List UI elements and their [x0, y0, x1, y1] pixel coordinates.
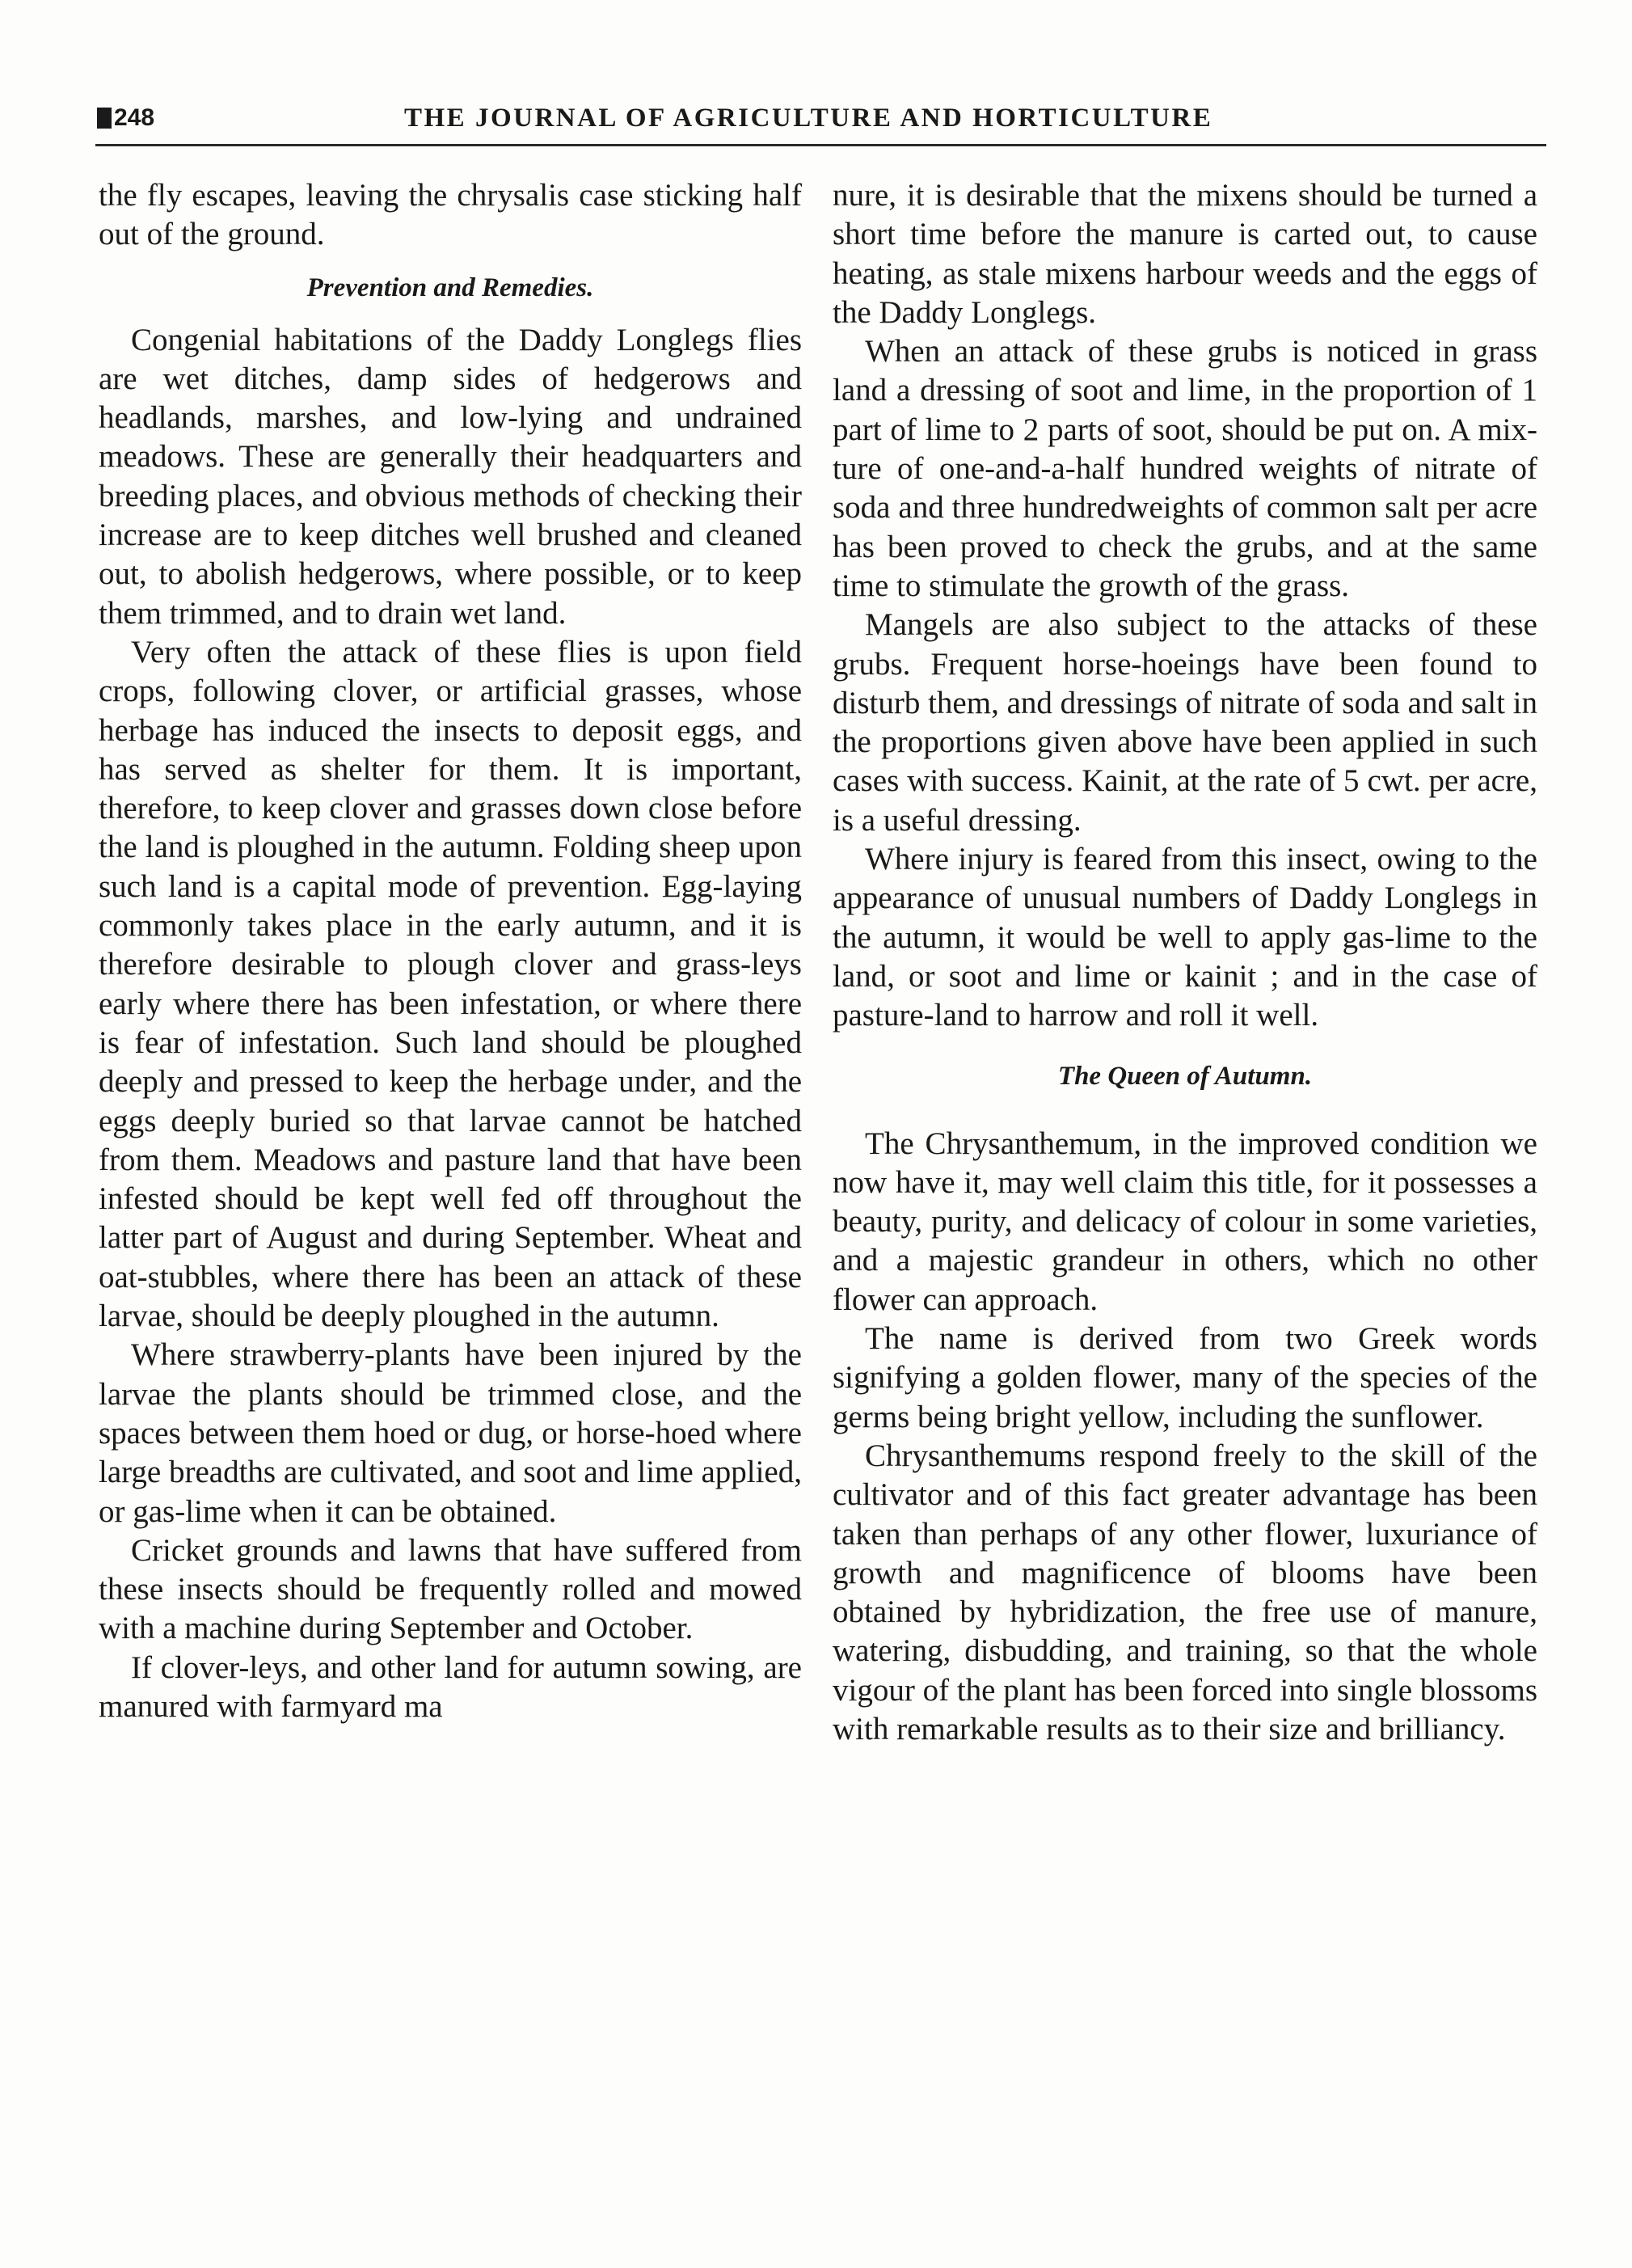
- running-title: THE JOURNAL OF AGRICULTURE AND HORTICULTURE: [404, 103, 1213, 133]
- section-heading-prevention: Prevention and Remedies.: [306, 272, 594, 302]
- continued-paragraph: nure, it is desirable that the mixens should be turned a short time before the manure is carted out, to cause heating, as stale mixens harbour weeds and the eggs of the Daddy Longlegs.: [833, 178, 1537, 330]
- page-header: [97, 102, 1544, 142]
- header-rule: [95, 144, 1546, 146]
- right-column: [833, 176, 1537, 1749]
- left-column: [99, 176, 802, 1726]
- page-number: [97, 102, 154, 134]
- section-heading-queen-of-autumn: The Queen of Autumn.: [1057, 1061, 1313, 1091]
- paragraph: Congenial habitations of the Daddy Longlegs flies are wet ditches, damp sides of hedgerows and headlands, marshes, and low-lying and undrained meadows. These are generally their headquarters and breeding places, and obvious methods of checking their increase are to keep ditches well brushed and cleaned out, to abolish hedgerows, where possible, or to keep them trimmed, and to drain wet land.: [99, 322, 802, 631]
- paragraph: Very often the attack of these flies is upon field crops, following clover, or artificial grasses, whose herbage has induced the insects to deposit eggs, and has served as shelter for them. It is important, therefore, to keep clover and grasses down close before the land is ploughed in the autumn. Folding sheep upon such land is a capital mode of prevention. Egg-laying commonly takes place in the early autumn, and it is therefore desirable to plough clover and grass-leys early where there has been infestation, or where there is fear of infestation. Such land should be ploughed deeply and pressed to keep the herbage under, and the eggs deeply buried so that larvae cannot be hatched from them. Meadows and pasture land that have been infested should be kept well fed off throughout the latter part of August and during September. Wheat and oat-stubbles, where there has been an attack of these larvae, should be deeply ploughed in the autumn.: [99, 634, 802, 1334]
- paragraph: If clover-leys, and other land for autumn sowing, are manured with farmyard ma: [99, 1649, 802, 1724]
- page-number-marker: [97, 108, 112, 129]
- paragraph: The Chrysanthemum, in the improved condition we now have it, may well claim this title, for it possesses a beauty, purity, and delicacy of colour in some varieties, and a majestic grandeur in others, which no other flower can approach.: [833, 1126, 1537, 1317]
- paragraph: Where injury is feared from this insect, owing to the appearance of unusual numbers of Daddy Longlegs in the autumn, it would be well to apply gas-lime to the land, or soot and lime or kainit ; and in the case of pasture-land to harrow and roll it well.: [833, 842, 1537, 1033]
- continued-paragraph: the fly escapes, leaving the chrysalis case sticking half out of the ground.: [99, 178, 802, 252]
- paragraph: Where strawberry-plants have been injured by the larvae the plants should be trimmed close, and the spaces between them hoed or dug, or horse-hoed where large breadths are cultivated, and soot and lime applied, or gas-lime when it can be obtained.: [99, 1337, 802, 1529]
- paragraph: Cricket grounds and lawns that have suffered from these insects should be frequently rolled and mowed with a machine during September and October.: [99, 1532, 802, 1646]
- paragraph: The name is derived from two Greek words signifying a golden flower, many of the species of the germs being bright yellow, including the sunflower.: [833, 1321, 1537, 1434]
- paragraph: Chrysanthemums respond freely to the skill of the cultivator and of this fact greater advantage has been taken than perhaps of any other flower, luxuriance of growth and magnificence of blooms have been obtained by hybridization, the free use of manure, watering, disbudding, and training, so that the whole vigour of the plant has been forced into single blossoms with remarkable results as to their size and brilliancy.: [833, 1438, 1537, 1746]
- page-number-text: 248: [114, 104, 155, 131]
- paragraph: Mangels are also subject to the attacks of these grubs. Frequent horse-hoeings have been found to disturb them, and dressings of nitrate of soda and salt in the proportions given above have been applied in such cases with success. Kainit, at the rate of 5 cwt. per acre, is a useful dressing.: [833, 607, 1537, 838]
- paragraph: When an attack of these grubs is noticed in grass land a dressing of soot and lime, in the proportion of 1 part of lime to 2 parts of soot, should be put on. A mixture of one-and-a-half hundred weights of nitrate of soda and three hundredweights of common salt per acre has been proved to check the grubs, and at the same time to stimulate the growth of the grass.: [833, 334, 1537, 603]
